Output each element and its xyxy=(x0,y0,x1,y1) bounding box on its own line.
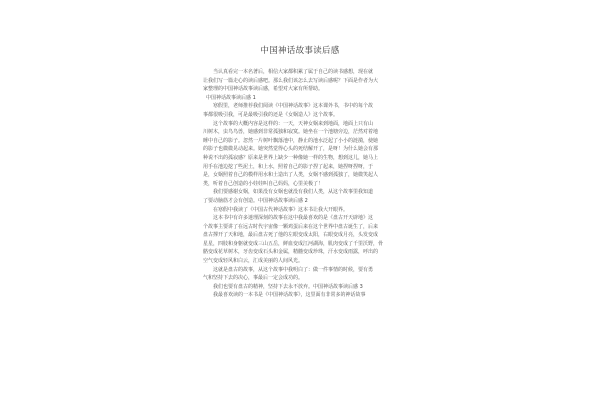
body-line: 了要动脑筋才会有创造。中国神话故事读后感 2 xyxy=(203,197,308,204)
body-line: 川树木，虫鸟鸟兽，她感到非常孤独和寂寞。她坐在一个池塘旁边，茫然对着地 xyxy=(203,129,379,136)
body-line: 用手在池边挖了些泥土，和上水，照着自己的影子捏了起来，她捏呀捏呀，于 xyxy=(203,163,374,170)
body-line: 星星，四肢和身躯就变成三山五岳，鲜血变成江河湖海，肌肉变成了千里沃野，骨 xyxy=(203,240,384,247)
body-line: 这个故事的大概内容是这样的：一天，天神女娲来到地面，地面上只有山 xyxy=(213,120,374,127)
body-line: 让我们写一篇走心的读后感吧。那么我们该怎么去写读后感呢？下面是作者为大 xyxy=(203,77,379,84)
section-heading: 中国神话故事读后感 1 xyxy=(206,94,256,101)
body-line: 寒假里，老师推荐我们阅读《中国神话故事》这本课外书，书中的每个故 xyxy=(213,103,374,110)
body-line: 骼变成花草树木，牙齿变成石头和金属，精髓变成珍珠，汗水变成雨露，呼出的 xyxy=(203,249,379,256)
body-line: 在寒假中我读了《中国古代神话故事》这本书让我大开眼界。 xyxy=(213,206,349,213)
body-line: 盘古撑开了天和地，最后盘古死了他的左眼变成太阳，右眼变成月亮，头发变成 xyxy=(203,232,379,239)
body-line: 个故事主要讲了在远古时代宇宙像一颗鸡蛋后来在这个世界中盘古诞生了，后来 xyxy=(203,223,379,230)
page-title: 中国神话故事读后感 xyxy=(260,46,340,56)
body-line: 空气变成轻风和白云，汇成美丽的人间风光。 xyxy=(203,258,304,265)
body-line: 气和坚持下去的决心，事最后一定会成功的。 xyxy=(203,275,304,282)
body-line: 睡中自己的影子。忽然一片树叶飘落池中，静止的池水泛起了小小的涟漪，使她 xyxy=(203,137,379,144)
body-line: 我最喜欢读的一本书是《中国神话故事》，这里面有非常多的神话故事 xyxy=(213,292,366,299)
body-line: 我们要感谢女娲，如果没有女娲也就没有我们人类，从这个故事里我知道 xyxy=(213,189,374,196)
body-line: 种说不出的孤寂感？原来是世界上缺少一种像她一样的生物，想到这儿，她马上 xyxy=(203,154,379,161)
body-line: 家整理的中国神话故事读后感，希望对大家有所帮助。 xyxy=(203,86,324,93)
document-body xyxy=(203,68,401,300)
body-line: 这本书中有许多迷理深刻的故事在这中我最喜欢的是《盘古开天辟地》这 xyxy=(213,215,374,222)
body-line: 当认真看完一本名著后，相信大家都积累了属于自己的读书感想，现在就 xyxy=(213,69,374,75)
body-line: 事都很吸引我，可是最吸引我的还是《女娲造人》这个故事。 xyxy=(203,111,339,118)
body-line: 我们也要有盘古的精神，坚持下去永不放弃。中国神话故事读后感 3 xyxy=(213,283,363,290)
body-line: 类，听着自己创造的小娃娃叫自己妈妈，心里美极了！ xyxy=(203,180,324,187)
body-line: 是，女娲照着自己的模样用水和土造出了人类，女娲不感到孤独了，她微笑起人 xyxy=(203,172,379,179)
body-line: 这就是盘古的故事，从这个故事中我明白了：做一件事情的时候，要有勇 xyxy=(213,266,374,273)
body-line: 的影子也微微晃动起来。她突然觉得心头的死结解开了，是呀！为什么她会有那 xyxy=(203,146,379,153)
